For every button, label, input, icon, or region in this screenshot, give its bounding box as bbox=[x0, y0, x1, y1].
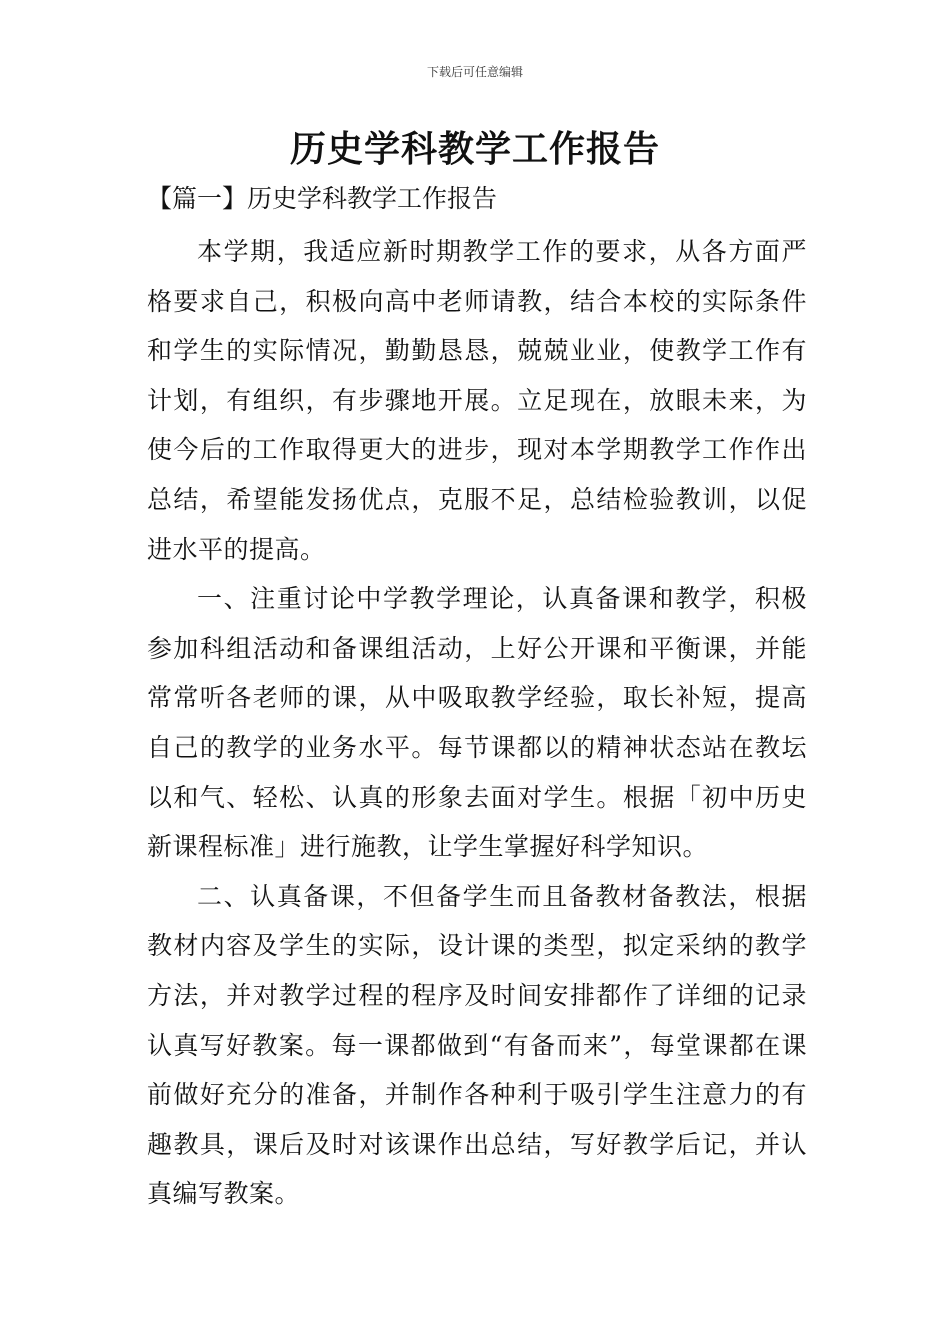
paragraph-point-one: 一、注重讨论中学教学理论，认真备课和教学，积极参加科组活动和备课组活动，上好公开课和平衡课，并能常常听各老师的课，从中吸取教学经验，取长补短，提高自己的教学的业务水平。每节课都以的精神状态站在教坛以和气、轻松、认真的形象去面对学生。根据「初中历史新课程标准」进行施教，让学生掌握好科学知识。 bbox=[147, 584, 807, 862]
header-note: 下载后可任意编辑 bbox=[426, 65, 523, 79]
paragraph-intro: 本学期，我适应新时期教学工作的要求，从各方面严格要求自己，积极向高中老师请教，结合本校的实际条件和学生的实际情况，勤勤恳恳，兢兢业业，使教学工作有计划，有组织，有步骤地开展。立足现在，放眼未来，为使今后的工作取得更大的进步，现对本学期教学工作作出总结，希望能发扬优点，克服不足，总结检验教训，以促进水平的提高。 bbox=[147, 237, 807, 564]
section-heading: 【篇一】历史学科教学工作报告 bbox=[147, 184, 498, 213]
paragraph-point-two: 二、认真备课，不但备学生而且备教材备教法，根据教材内容及学生的实际，设计课的类型，拟定采纳的教学方法，并对教学过程的程序及时间安排都作了详细的记录认真写好教案。每一课都做到“有备而来”，每堂课都在课前做好充分的准备，并制作各种利于吸引学生注意力的有趣教具，课后及时对该课作出总结，写好教学后记，并认真编写教案。 bbox=[147, 881, 807, 1209]
document-title: 历史学科教学工作报告 bbox=[289, 129, 660, 170]
body-text bbox=[147, 227, 807, 1219]
